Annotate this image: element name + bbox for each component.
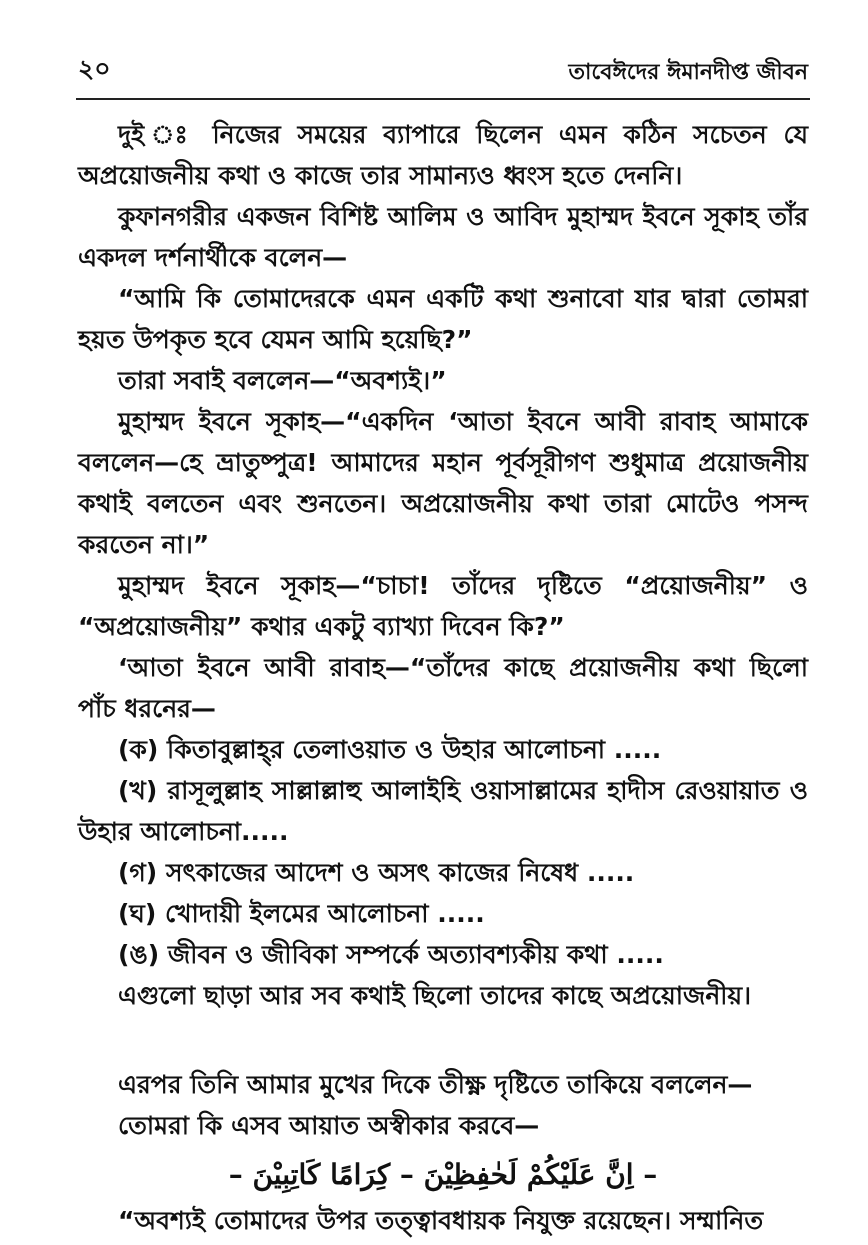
- paragraph-4: তারা সবাই বললেন—“অবশ্যই।”: [118, 366, 447, 395]
- list-item-ka: (ক) কিতাবুল্লাহ্‌র তেলাওয়াত ও উহার আলোচনা .....: [118, 735, 662, 764]
- paragraph-10: তোমরা কি এসব আয়াত অস্বীকার করবে—: [118, 1111, 540, 1140]
- paragraph-5: মুহাম্মদ ইবনে সূকাহ—“একদিন ‘আতা ইবনে আবী রাবাহ আমাকে বললেন—হে ভ্রাতুষ্পুত্র! আমাদের মহান পূর্বসূরীগণ শুধুমাত্র প্রয়োজনীয় কথাই বলতেন এবং শুনতেন। অপ্রয়োজনীয় কথা তারা মোটেও পসন্দ করতেন না।”: [78, 407, 808, 559]
- running-title: তাবেঈদের ঈমানদীপ্ত জীবন: [568, 60, 808, 85]
- page-body: [78, 114, 808, 1206]
- paragraph-9: এরপর তিনি আমার মুখের দিকে তীক্ষ্ণ দৃষ্টিতে তাকিয়ে বললেন—: [118, 1070, 753, 1099]
- paragraph-6: মুহাম্মদ ইবনে সূকাহ—“চাচা! তাঁদের দৃষ্টিতে “প্রয়োজনীয়” ও “অপ্রয়োজনীয়” কথার একটু ব্যাখ্যা দিবেন কি?”: [78, 571, 808, 641]
- header-rule: [76, 98, 810, 100]
- list-item-ga: (গ) সৎকাজের আদেশ ও অসৎ কাজের নিষেধ .....: [118, 858, 635, 887]
- paragraph-1: দুই ঃ নিজের সময়ের ব্যাপারে ছিলেন এমন কঠিন সচেতন যে অপ্রয়োজনীয় কথা ও কাজে তার সামান্যও ধ্বংস হতে দেননি।: [78, 120, 808, 190]
- paragraph-2: কুফানগরীর একজন বিশিষ্ট আলিম ও আবিদ মুহাম্মদ ইবনে সূকাহ তাঁর একদল দর্শনার্থীকে বলেন—: [78, 202, 808, 272]
- list-item-kha: (খ) রাসূলুল্লাহ সাল্লাল্লাহু আলাইহি ওয়াসাল্লামের হাদীস রেওয়ায়াত ও উহার আলোচনা.....: [78, 776, 808, 846]
- page-header: [78, 52, 808, 92]
- paragraph-7: ‘আতা ইবনে আবী রাবাহ—“তাঁদের কাছে প্রয়োজনীয় কথা ছিলো পাঁচ ধরনের—: [78, 653, 808, 723]
- page-last-line: [78, 1200, 808, 1241]
- paragraph-8: এগুলো ছাড়া আর সব কথাই ছিলো তাদের কাছে অপ্রয়োজনীয়।: [118, 981, 752, 1010]
- list-item-gha: (ঘ) খোদায়ী ইলমের আলোচনা .....: [118, 899, 485, 928]
- arabic-verse: – اِنَّ عَلَيْكُمْ لَحٰفِظِيْنَ – كِرَامًا كَاتِبِيْنَ –: [228, 1158, 658, 1191]
- list-item-uma: (ঙ) জীবন ও জীবিকা সম্পর্কে অত্যাবশ্যকীয় কথা .....: [118, 940, 664, 969]
- page-number: ২০: [78, 54, 111, 83]
- paragraph-3: “আমি কি তোমাদেরকে এমন একটি কথা শুনাবো যার দ্বারা তোমরা হয়ত উপকৃত হবে যেমন আমি হয়েছি?”: [78, 284, 808, 354]
- paragraph-11: “অবশ্যই তোমাদের উপর তত্ত্বাবধায়ক নিযুক্ত রয়েছেন। সম্মানিত: [118, 1206, 764, 1235]
